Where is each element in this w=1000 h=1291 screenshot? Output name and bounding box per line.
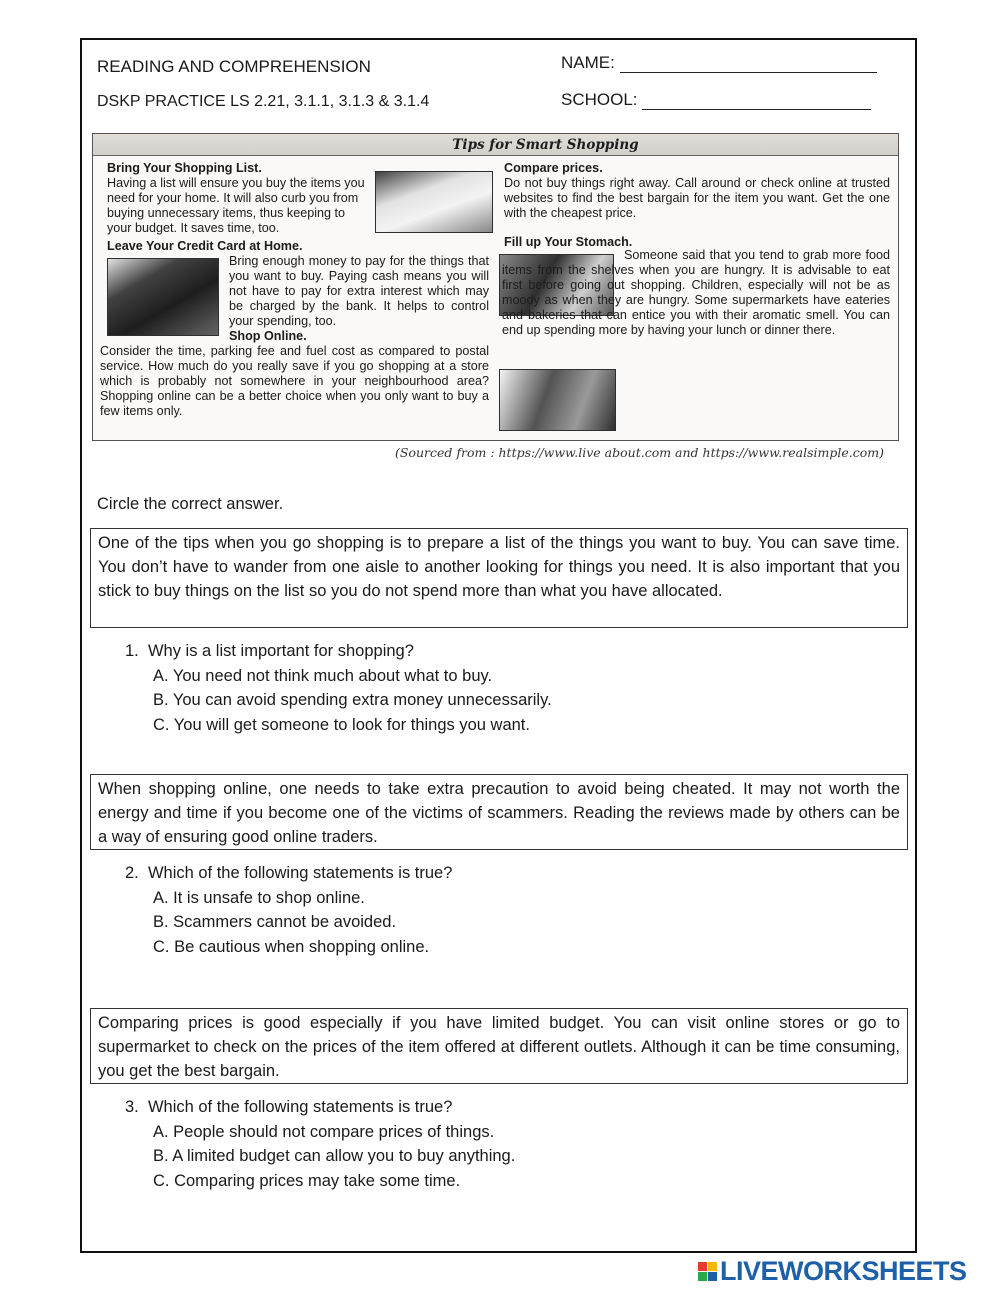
tip-heading: Compare prices.: [504, 161, 603, 175]
article-source: (Sourced from : https://www.live about.com and https://www.realsimple.com): [395, 445, 884, 460]
answer-option-b[interactable]: B. Scammers cannot be avoided.: [153, 913, 397, 931]
answer-option-c[interactable]: C. Comparing prices may take some time.: [153, 1171, 461, 1190]
question-number: 1.: [125, 642, 139, 660]
tip-heading: Shop Online.: [229, 329, 307, 343]
answer-option-b[interactable]: B. You can avoid spending extra money unnecessarily.: [153, 691, 552, 709]
question-number: 3.: [125, 1098, 139, 1116]
school-label: SCHOOL:: [561, 90, 638, 109]
worksheet-subtitle: DSKP PRACTICE LS 2.21, 3.1.1, 3.1.3 & 3.1.4: [97, 93, 430, 110]
article-title: Tips for Smart Shopping: [93, 134, 898, 156]
question-number: 2.: [125, 864, 139, 882]
tip-compare-prices: [504, 161, 890, 221]
answer-option-a[interactable]: A. It is unsafe to shop online.: [153, 888, 365, 907]
tip-body: Having a list will ensure you buy the items you need for your home. It will also curb you from buying unnecessary items, thus keeping to your budget. It saves time, too.: [107, 176, 365, 235]
question-text: Which of the following statements is true?: [147, 864, 453, 882]
answer-option-a[interactable]: A. People should not compare prices of things.: [153, 1122, 495, 1141]
answer-option-b[interactable]: B. A limited budget can allow you to buy anything.: [153, 1147, 516, 1165]
question-text: Which of the following statements is true?: [147, 1098, 453, 1116]
tip-heading: Bring Your Shopping List.: [107, 161, 262, 175]
tip-shopping-list: [107, 161, 369, 236]
tip-body: Consider the time, parking fee and fuel cost as compared to postal service. How much do you really save if you go shopping at a store which is probably not somewhere in your neighbourhood area? Shopping online can be a better choice when you only want to buy a few items only.: [100, 344, 489, 418]
passage-3: Comparing prices is good especially if you have limited budget. You can visit online stores or go to supermarket to check on the prices of the item offered at different outlets. Although it can be time consuming, you get the best bargain.: [90, 1008, 908, 1084]
question-1: [125, 639, 552, 737]
tip-body: Someone said that you tend to grab more food items from the shelves when you are hungry. It is advisable to eat first before going out shopping. Children, especially will not be as moody as when they are hungry. Some supermarkets have eateries and bakeries that can entice you with their aromatic smell. You can end up spending more by having your lunch or dinner there.: [502, 248, 890, 337]
tip-heading: Leave Your Credit Card at Home.: [107, 239, 303, 253]
logo-squares-icon: [698, 1262, 717, 1281]
name-field[interactable]: [561, 53, 877, 73]
question-3: [125, 1095, 515, 1193]
online-shopping-photo: [499, 369, 616, 431]
shopping-list-photo: [375, 171, 493, 233]
answer-option-c[interactable]: C. Be cautious when shopping online.: [153, 937, 430, 956]
question-2: [125, 861, 452, 959]
passage-1: One of the tips when you go shopping is to prepare a list of the things you want to buy. You can save time. You don’t have to wander from one aisle to another looking for things you need. It is also important that you stick to buy things on the list so you do not spend more than what you have allocated.: [90, 528, 908, 628]
tip-heading: Fill up Your Stomach.: [504, 235, 633, 249]
school-field[interactable]: [561, 90, 871, 110]
tip-body: Do not buy things right away. Call around or check online at trusted websites to find the best bargain for the item you want. Get the one with the cheapest price.: [504, 176, 890, 220]
question-text: Why is a list important for shopping?: [147, 642, 414, 660]
answer-option-c[interactable]: C. You will get someone to look for things you want.: [153, 715, 530, 734]
passage-2: When shopping online, one needs to take extra precaution to avoid being cheated. It may not worth the energy and time if you become one of the victims of scammers. Reading the reviews made by others can be a way of ensuring good online traders.: [90, 774, 908, 850]
logo-text: LIVEWORKSHEETS: [720, 1256, 967, 1286]
article-scan: [92, 133, 899, 441]
answer-option-a[interactable]: A. You need not think much about what to buy.: [153, 666, 493, 685]
credit-card-photo: [107, 258, 219, 336]
name-label: NAME:: [561, 53, 615, 72]
instruction: Circle the correct answer.: [97, 495, 284, 513]
tip-body: Bring enough money to pay for the things that you want to buy. Paying cash means you will not have to pay for extra interest which may be charged by the bank. It helps to control your spending, too.: [229, 254, 489, 328]
worksheet-title: READING AND COMPREHENSION: [97, 57, 371, 76]
liveworksheets-logo[interactable]: [698, 1256, 967, 1287]
